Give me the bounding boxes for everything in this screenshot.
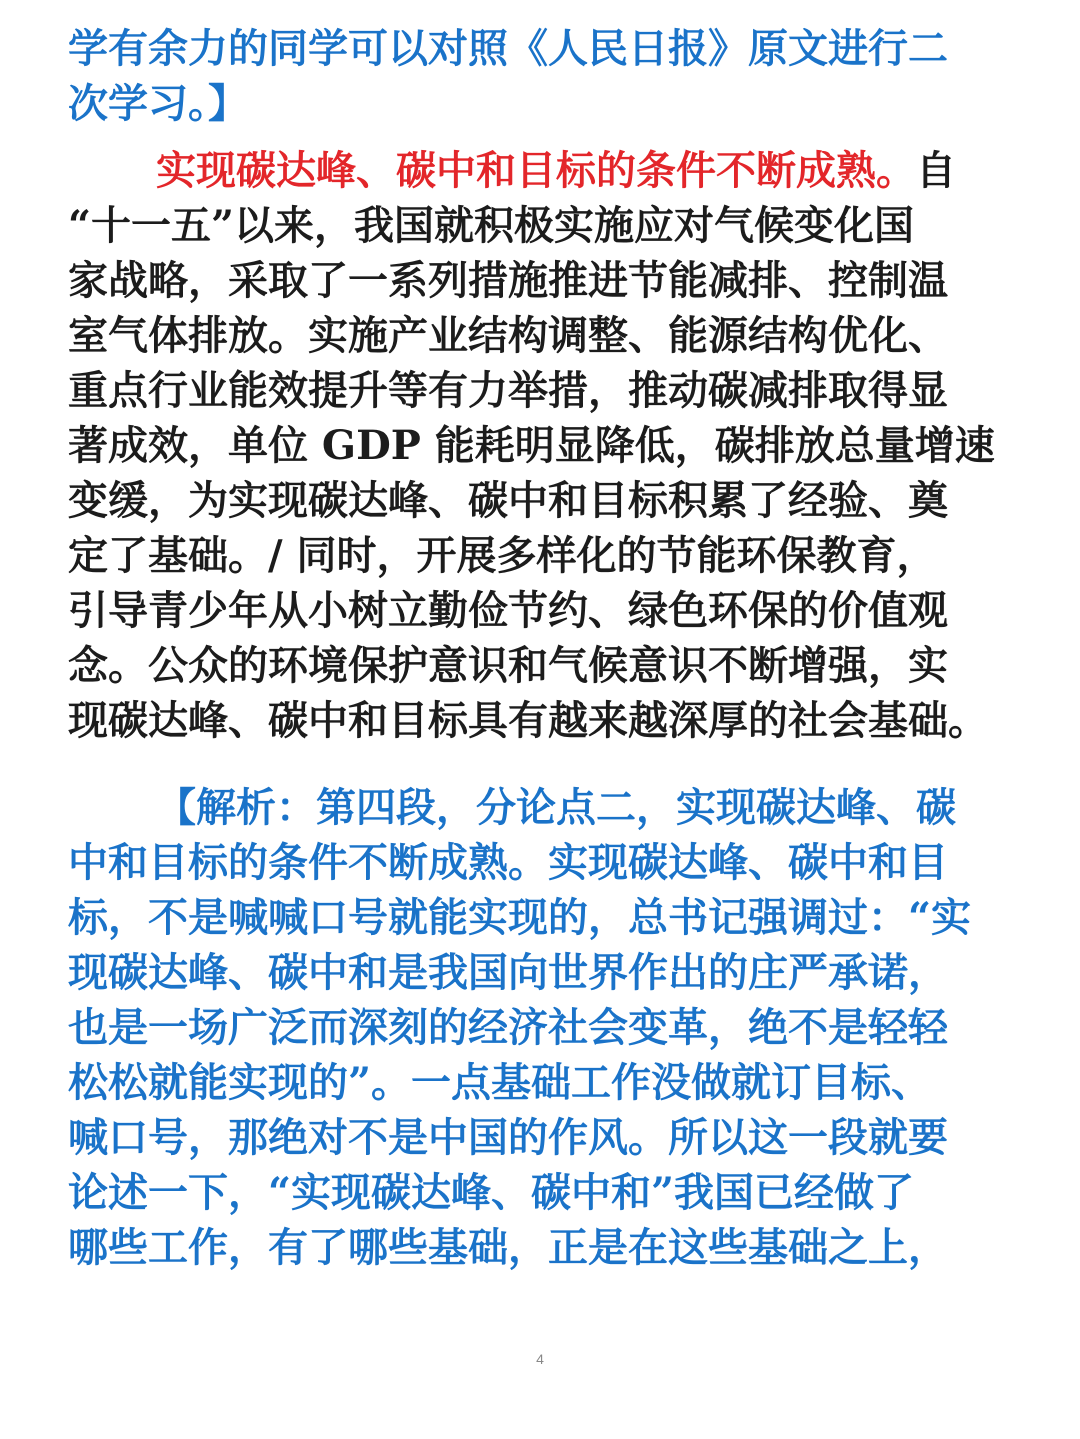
- intro-line: 学有余力的同学可以对照《人民日报》原文进行二: [68, 25, 948, 72]
- main-line: 重点行业能效提升等有力举措，推动碳减排取得显: [68, 367, 948, 414]
- analysis-line: 论述一下，“实现碳达峰、碳中和”我国已经做了: [68, 1169, 915, 1216]
- paragraph-heading: 实现碳达峰、碳中和目标的条件不断成熟。: [156, 147, 916, 194]
- main-line: 家战略，采取了一系列措施推进节能减排、控制温: [68, 257, 948, 304]
- main-line: 室气体排放。实施产业结构调整、能源结构优化、: [68, 312, 948, 359]
- main-line: 念。公众的环境保护意识和气候意识不断增强，实: [68, 642, 948, 689]
- main-line: “十一五”以来，我国就积极实施应对气候变化国: [68, 202, 915, 249]
- main-line: 现碳达峰、碳中和目标具有越来越深厚的社会基础。: [68, 697, 988, 744]
- analysis-line: 喊口号，那绝对不是中国的作风。所以这一段就要: [68, 1114, 948, 1161]
- analysis-line: 标，不是喊喊口号就能实现的，总书记强调过：“实: [68, 894, 972, 941]
- main-line: 变缓，为实现碳达峰、碳中和目标积累了经验、奠: [68, 477, 948, 524]
- analysis-first-line: 【解析：第四段，分论点二，实现碳达峰、碳: [156, 784, 956, 831]
- main-first-line: [68, 143, 1028, 198]
- main-line: 定了基础。/ 同时，开展多样化的节能环保教育，: [68, 532, 937, 579]
- intro-line: 次学习。】: [68, 80, 248, 127]
- main-line: 引导青少年从小树立勤俭节约、绿色环保的价值观: [68, 587, 948, 634]
- main-line: 著成效，单位 GDP 能耗明显降低，碳排放总量增速: [68, 422, 995, 469]
- main-paragraph: [68, 143, 1028, 748]
- main-first-line-tail: 自: [916, 147, 956, 194]
- intro-paragraph: [68, 21, 1028, 131]
- analysis-line: 哪些工作，有了哪些基础，正是在这些基础之上，: [68, 1224, 948, 1271]
- analysis-line: 松松就能实现的”。一点基础工作没做就订目标、: [68, 1059, 932, 1106]
- page-number: 4: [536, 1351, 544, 1367]
- analysis-line: 现碳达峰、碳中和是我国向世界作出的庄严承诺，: [68, 949, 948, 996]
- analysis-line: 中和目标的条件不断成熟。实现碳达峰、碳中和目: [68, 839, 948, 886]
- analysis-line: 也是一场广泛而深刻的经济社会变革，绝不是轻轻: [68, 1004, 948, 1051]
- analysis-paragraph: [68, 780, 1028, 1275]
